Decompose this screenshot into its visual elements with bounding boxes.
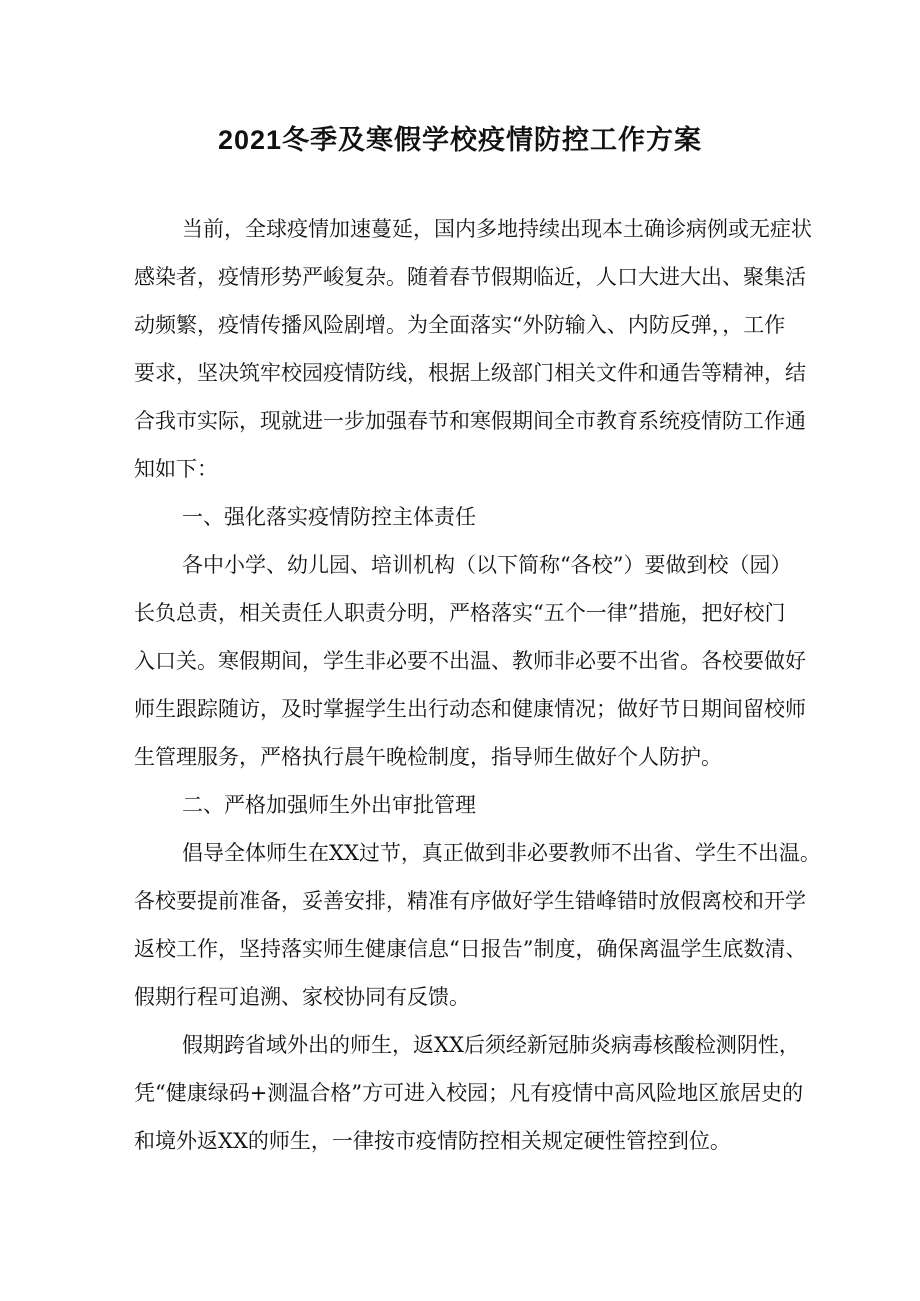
text-line: 动频繁，疫情传播风险剧增。为全面落实“外防输入、内防反弹，，工作 (134, 313, 786, 337)
text-line: 凭“健康绿码+测温合格”方可进入校园；凡有疫情中高风险地区旅居史的 (134, 1081, 804, 1105)
text-line: 感染者，疫情形势严峻复杂。随着春节假期临近，人口大进大出、聚集活 (134, 265, 806, 289)
text-line: 二、严格加强师生外出审批管理 (182, 793, 476, 817)
text-line: 生管理服务，严格执行晨午晚检制度，指导师生做好个人防护。 (134, 745, 722, 769)
paragraph (134, 541, 806, 781)
paragraph (134, 829, 821, 1021)
text-line: 当前，全球疫情加速蔓延，国内多地持续出现本土确诊病例或无症状 (182, 217, 812, 241)
text-line: 合我市实际，现就进一步加强春节和寒假期间全市教育系统疫情防工作通 (134, 409, 806, 433)
paragraph (134, 493, 784, 541)
text-line: 各校要提前准备，妥善安排，精准有序做好学生错峰错时放假离校和开学 (134, 889, 806, 913)
text-line: 假期行程可追溯、家校协同有反馈。 (134, 985, 470, 1009)
paragraph (134, 781, 784, 829)
text-line: 和境外返XX的师生，一律按市疫情防控相关规定硬性管控到位。 (134, 1129, 731, 1153)
text-line: 返校工作，坚持落实师生健康信息“日报告”制度，确保离温学生底数清、 (134, 937, 807, 961)
text-line: 长负总责，相关责任人职责分明，严格落实“五个一律”措施，把好校门 (134, 601, 786, 625)
paragraph (134, 205, 812, 493)
text-line: 师生跟踪随访，及时掌握学生出行动态和健康情况；做好节日期间留校师 (134, 697, 806, 721)
text-line: 各中小学、幼儿园、培训机构（以下简称“各校”）要做到校（园） (182, 553, 792, 577)
text-line: 倡导全体师生在XX过节，真正做到非必要教师不出省、学生不出温。 (182, 841, 821, 865)
text-line: 要求，坚决筑牢校园疫情防线，根据上级部门相关文件和通告等精神，结 (134, 361, 806, 385)
text-line: 知如下： (134, 457, 218, 481)
text-line: 假期跨省域外出的师生，返XX后须经新冠肺炎病毒核酸检测阴性， (182, 1033, 800, 1057)
text-line: 一、强化落实疫情防控主体责任 (182, 505, 476, 529)
document-body (134, 205, 821, 1165)
document-title: 2021冬季及寒假学校疫情防控工作方案 (217, 125, 703, 155)
text-line: 入口关。寒假期间，学生非必要不出温、教师非必要不出省。各校要做好 (134, 649, 806, 673)
paragraph (134, 1021, 804, 1165)
